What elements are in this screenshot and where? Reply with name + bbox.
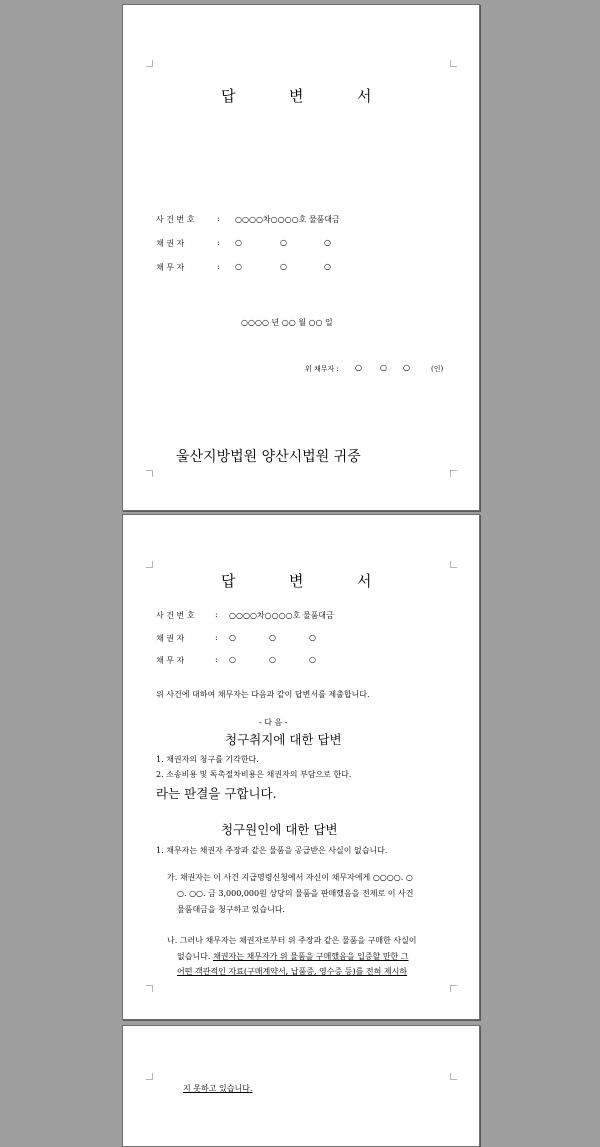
debtor-name-mark: ○ <box>269 655 276 664</box>
creditor-label: 채 권 자 <box>156 634 185 643</box>
claim-heading: 청구취지에 대한 답변 <box>225 732 342 747</box>
next-divider: - 다 음 - <box>259 718 288 727</box>
na-line: 나. 그러나 채무자는 채권자로부터 위 주장과 같은 물품을 구매한 사실이 <box>167 936 417 945</box>
colon: : <box>215 610 218 619</box>
creditor-name-mark: ○ <box>309 633 316 642</box>
debtor-label: 채 무 자 <box>156 656 185 665</box>
title-char: 변 <box>289 572 304 590</box>
claim-item: 2. 소송비용 및 독촉절차비용은 채권자의 부담으로 한다. <box>156 770 352 779</box>
debtor-name-mark: ○ <box>280 262 287 271</box>
creditor-name-mark: ○ <box>235 238 242 247</box>
colon: : <box>215 655 218 664</box>
debtor-label: 채 무 자 <box>156 263 185 272</box>
margin-corner-mark <box>450 60 457 67</box>
ga-line: ○. ○○. 금 3,000,000원 상당의 물품을 판매했음을 전제로 이 사건 <box>177 889 414 898</box>
colon: : <box>217 214 220 223</box>
cause-heading: 청구원인에 대한 답변 <box>221 822 338 837</box>
intro-paragraph: 위 사건에 대하여 채무자는 다음과 같이 답변서를 제출합니다. <box>156 690 370 699</box>
court-name: 울산지방법원 양산시법원 귀중 <box>176 449 361 465</box>
title-char: 서 <box>357 87 372 105</box>
colon: : <box>215 633 218 642</box>
debtor-name-mark: ○ <box>309 655 316 664</box>
document-page-3 <box>122 1025 480 1147</box>
title-char: 답 <box>221 87 236 105</box>
title-char: 변 <box>289 87 304 105</box>
margin-corner-mark <box>146 985 153 992</box>
margin-corner-mark <box>146 470 153 477</box>
margin-corner-mark <box>450 561 457 568</box>
signer-name-mark: ○ <box>403 363 410 372</box>
claim-item: 1. 채권자의 청구를 기각한다. <box>156 755 259 764</box>
case-number-label: 사 건 번 호 <box>156 215 195 224</box>
signer-name-mark: ○ <box>380 363 387 372</box>
na-line-underlined: 채권자는 채무자가 위 물품을 구매했음을 입증할 만한 그 <box>213 952 409 961</box>
document-page-2 <box>122 514 480 1020</box>
creditor-label: 채 권 자 <box>156 239 185 248</box>
margin-corner-mark <box>450 1073 457 1080</box>
colon: : <box>217 262 220 271</box>
document-page-1 <box>122 4 480 511</box>
case-number-value: ○○○○차○○○○호 물품대금 <box>235 215 340 224</box>
margin-corner-mark <box>146 561 153 568</box>
na-line-plain: 없습니다. <box>177 952 213 961</box>
title-char: 답 <box>221 572 236 590</box>
debtor-name-mark: ○ <box>324 262 331 271</box>
case-number-label: 사 건 번 호 <box>156 611 195 620</box>
margin-corner-mark <box>450 470 457 477</box>
case-number-value: ○○○○차○○○○호 물품대금 <box>229 611 334 620</box>
signer-label: 위 채무자 : <box>305 365 339 373</box>
na-line-underlined: 어떤 객관적인 자료(구매계약서, 납품증, 영수증 등)를 전혀 제시하 <box>177 967 408 976</box>
ga-line: 물품대금을 청구하고 있습니다. <box>177 905 286 914</box>
debtor-name-mark: ○ <box>229 655 236 664</box>
creditor-name-mark: ○ <box>324 238 331 247</box>
margin-corner-mark <box>146 1073 153 1080</box>
seal-mark: (인) <box>431 365 444 373</box>
creditor-name-mark: ○ <box>269 633 276 642</box>
cause-item: 1. 채무자는 채권자 주장과 같은 물품을 공급받은 사실이 없습니다. <box>156 846 388 855</box>
judgment-request: 라는 판결을 구합니다. <box>156 786 277 801</box>
signer-name-mark: ○ <box>355 363 362 372</box>
creditor-name-mark: ○ <box>280 238 287 247</box>
continuation-line: 지 못하고 있습니다. <box>183 1084 253 1093</box>
debtor-name-mark: ○ <box>235 262 242 271</box>
colon: : <box>217 238 220 247</box>
filing-date: ○○○○ 년 ○○ 월 ○○ 일 <box>241 318 333 327</box>
creditor-name-mark: ○ <box>229 633 236 642</box>
na-line <box>177 951 409 962</box>
title-char: 서 <box>357 572 372 590</box>
margin-corner-mark <box>146 60 153 67</box>
ga-line: 가. 채권자는 이 사건 지급명령신청에서 자신이 채무자에게 ○○○○. ○ <box>167 873 413 882</box>
margin-corner-mark <box>450 985 457 992</box>
